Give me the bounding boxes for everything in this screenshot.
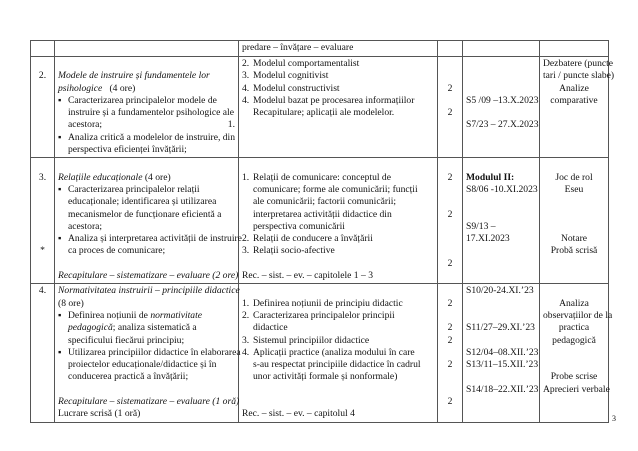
week-range: 17.XI.2023 bbox=[466, 233, 510, 245]
week-range: S9/13 – bbox=[466, 220, 496, 232]
evaluation-method: Notare bbox=[560, 233, 588, 245]
evaluation-method: practica bbox=[558, 322, 590, 334]
exam-text: Lucrare scrisă (1 oră) bbox=[58, 408, 141, 420]
hours-value: 2 bbox=[447, 257, 453, 269]
objective-text: Caracterizarea principalelor modele de bbox=[68, 94, 217, 106]
evaluation-method: Dezbatere (puncte bbox=[543, 58, 614, 69]
content-item: Modelul cognitivist bbox=[253, 70, 329, 82]
page-number: 3 bbox=[612, 414, 616, 423]
week-range: S14/18–22.XII.’23 bbox=[466, 383, 539, 395]
content-item: Sistemul principiilor didactice bbox=[253, 334, 370, 346]
evaluation-method: Analiza bbox=[559, 297, 589, 309]
content-item: interpretarea activității didactice din bbox=[253, 208, 392, 220]
topic-title: Normativitatea instruirii – principiile didactice bbox=[58, 285, 240, 297]
objective-text: acestora; bbox=[68, 220, 103, 232]
table-row: 2. Modele de instruire și fundamentele lor psihologice (4 ore) ▪ Caracterizarea principalelor modele de instruire și a fundamentelor psihologice ale acestora; 1. ▪ Analiza critică a modelelor de instruire, din perspectiva eficienței învățării; 2. Modelul comportamentalist 3. Modelul cognitivist 4. Modelul constructivist 4. Modelul bazat pe procesarea informațiilor Recapitulare; aplicații ale modelelor. 2 2 S5 /09 –13.X.2023 S7/23 – 27.X.2023 Dezbatere (puncte tari / puncte slabe) Analize comparative bbox=[31, 57, 609, 158]
content-item: unor activități formale și nonformale) bbox=[253, 371, 398, 383]
evaluation-method: Joc de rol bbox=[555, 171, 593, 183]
objective-text: ca proces de comunicare; bbox=[68, 245, 166, 257]
content-item: didactice bbox=[253, 322, 288, 334]
hours-value: 2 bbox=[447, 208, 453, 220]
module-label: Modulul II: bbox=[466, 171, 515, 183]
evaluation-method: Eseu bbox=[564, 183, 584, 195]
week-range: S11/27–29.XI.’23 bbox=[466, 322, 535, 334]
week-range: S12/04–08.XII.’23 bbox=[466, 346, 539, 358]
objective-text: Analiza și interpretarea activității de instruire bbox=[68, 233, 242, 245]
objective-text: Definirea noțiunii de bbox=[68, 309, 148, 321]
bullet-icon: ▪ bbox=[58, 346, 62, 358]
objective-text: perspectiva eficienței învățării; bbox=[68, 144, 187, 156]
objective-text: conducerea practică a învățării; bbox=[68, 371, 189, 383]
content-item: perspectiva comunicării bbox=[253, 220, 345, 232]
week-range: S13/11–15.XII.’23 bbox=[466, 359, 539, 371]
recap-text: Recapitulare – sistematizare – evaluare (1 oră) bbox=[58, 396, 240, 408]
bullet-icon: ▪ bbox=[58, 309, 62, 321]
content-item: s-au respectat principiile didactice în cadrul bbox=[253, 359, 421, 371]
content-item: Relații de comunicare: conceptul de bbox=[253, 171, 391, 183]
hours-value: 2 bbox=[447, 322, 453, 334]
week-range: S7/23 – 27.X.2023 bbox=[466, 119, 539, 131]
syllabus-table-container bbox=[30, 40, 615, 420]
evaluation-method: comparative bbox=[550, 94, 598, 106]
objective-text: mecanismelor de funcționare eficientă a bbox=[68, 208, 222, 220]
evaluation-method: observațiilor de la bbox=[543, 309, 613, 321]
table-row: 4. Normativitatea instruirii – principiile didactice (8 ore) ▪ Definirea noțiunii de normativitate pedagogică; analiza sistematică a specificului fiecărui principiu; ▪ Utilizarea principiilor didactice în elaborarea proiectelor educaționale/didactice și în conducerea practică a învățării; Recapitulare – sistematizare – evaluare (1 oră) Lucrare scrisă (1 oră) 1. Definirea noțiunii de principiu didactic 2. Caracterizarea principalelor principii didactice 3. Sistemul principiilor didactice 4. Aplicații practice (analiza modului în care s-au respectat principiile didactice în cadrul unor activități formale și nonformale) Rec. – sist. – ev. – capitolul 4 2 2 2 2 2 S10/20-24.XI.’23 S11/27–29.XI.’23 S12/04–08.XII.’23 S13/11–15.XII.’23 S14/18–22.XII.’23 Analiza observațiilor de la practica pedagogică Probe scrise Aprecieri verbale bbox=[31, 284, 609, 422]
evaluation-method: Probă scrisă bbox=[550, 245, 598, 257]
content-item: Aplicații practice (analiza modului în care bbox=[253, 346, 415, 358]
objective-text: Analiza critică a modelelor de instruire, din bbox=[68, 131, 236, 143]
hours-value: 2 bbox=[447, 82, 453, 94]
content-item: comunicare; forme ale comunicării; funcții bbox=[253, 183, 418, 195]
hours-value: 2 bbox=[447, 171, 453, 183]
evaluation-method: pedagogică bbox=[552, 334, 596, 346]
topic-title-cont: psihologice bbox=[58, 82, 103, 94]
hours-value: 2 bbox=[447, 396, 453, 408]
evaluation-method: Aprecieri verbale bbox=[543, 383, 610, 395]
cell-text: predare – învățare – evaluare bbox=[242, 42, 354, 53]
content-item: Modelul constructivist bbox=[253, 82, 340, 94]
objective-text: specificului fiecărui principiu; bbox=[68, 334, 185, 346]
week-range: S10/20-24.XI.’23 bbox=[466, 285, 534, 297]
objective-text: Utilizarea principiilor didactice în elaborarea bbox=[68, 346, 241, 358]
hours-value: 2 bbox=[447, 107, 453, 119]
content-item: Caracterizarea principalelor principii bbox=[253, 309, 395, 321]
topic-hours: (4 ore) bbox=[109, 82, 136, 94]
content-item: Definirea noțiunii de principiu didactic bbox=[253, 297, 403, 309]
objective-text: educaționale; identificarea și utilizarea bbox=[68, 196, 217, 208]
bullet-icon: ▪ bbox=[58, 183, 62, 195]
objective-text: acestora; bbox=[68, 119, 103, 131]
row-number: 4. bbox=[38, 285, 47, 297]
content-item: Relații socio-afective bbox=[253, 245, 335, 257]
recap-content: Rec. – sist. – ev. – capitolele 1 – 3 bbox=[242, 270, 373, 282]
topic-title: Relațiile educaționale bbox=[58, 171, 143, 183]
content-item: ale comunicării; factorii comunicării; bbox=[253, 196, 397, 208]
evaluation-method: tari / puncte slabe) bbox=[543, 70, 615, 82]
stray-number: 1. bbox=[227, 119, 235, 131]
row-number: * bbox=[40, 245, 45, 257]
recap-content: Rec. – sist. – ev. – capitolul 4 bbox=[242, 408, 355, 420]
content-item: Recapitulare; aplicații ale modelelor. bbox=[253, 107, 395, 119]
hours-value: 2 bbox=[447, 359, 453, 371]
objective-text: instruire și a fundamentelor psihologice ale bbox=[68, 107, 234, 119]
row-number: 2. bbox=[38, 70, 47, 82]
content-item: Relații de conducere a învățării bbox=[253, 233, 373, 245]
bullet-icon: ▪ bbox=[58, 94, 62, 106]
topic-hours: (8 ore) bbox=[58, 297, 84, 309]
table-row bbox=[31, 41, 609, 57]
content-item: Modelul comportamentalist bbox=[253, 58, 360, 69]
content-item: Modelul bazat pe procesarea informațiilor bbox=[253, 94, 415, 106]
week-range: S8/06 -10.XI.2023 bbox=[466, 183, 538, 195]
row-number: 3. bbox=[38, 171, 47, 183]
evaluation-method: Probe scrise bbox=[550, 371, 598, 383]
table-row: 3. * Relațiile educaționale (4 ore) ▪ Caracterizarea principalelor relații educaționale; identificarea și utilizarea mecanismelor de funcționare eficientă a acestora; ▪ Analiza și interpretarea activității de instruire ca proces de comunicare; Recapitulare – sistematizare – evaluare (2 ore) 1. Relații de comunicare: conceptul de comunicare; forme ale comunicării; funcții ale comunicării; factorii comunicării; interpretarea activității didactice din perspectiva comunicării 2. Relații de conducere a învățării 3. Relații socio-afective Rec. – sist. – ev. – capitolele 1 – 3 2 2 2 Modulul II: S8/06 -10.XI.2023 S9/13 – 17.XI.2023 Joc de rol Eseu Notare Probă scrisă bbox=[31, 158, 609, 284]
bullet-icon: ▪ bbox=[58, 131, 62, 143]
topic-hours: (4 ore) bbox=[144, 171, 171, 183]
hours-value: 2 bbox=[447, 297, 453, 309]
recap-text: Recapitulare – sistematizare – evaluare (2 ore) bbox=[58, 270, 239, 282]
evaluation-method: Analize bbox=[559, 82, 589, 94]
topic-title: Modele de instruire și fundamentele lor bbox=[58, 70, 210, 82]
week-range: S5 /09 –13.X.2023 bbox=[466, 94, 539, 106]
objective-text: proiectelor educaționale/didactice și în bbox=[68, 359, 217, 371]
bullet-icon: ▪ bbox=[58, 233, 62, 245]
hours-value: 2 bbox=[447, 334, 453, 346]
syllabus-table bbox=[30, 40, 615, 423]
objective-text: Caracterizarea principalelor relații bbox=[68, 183, 200, 195]
